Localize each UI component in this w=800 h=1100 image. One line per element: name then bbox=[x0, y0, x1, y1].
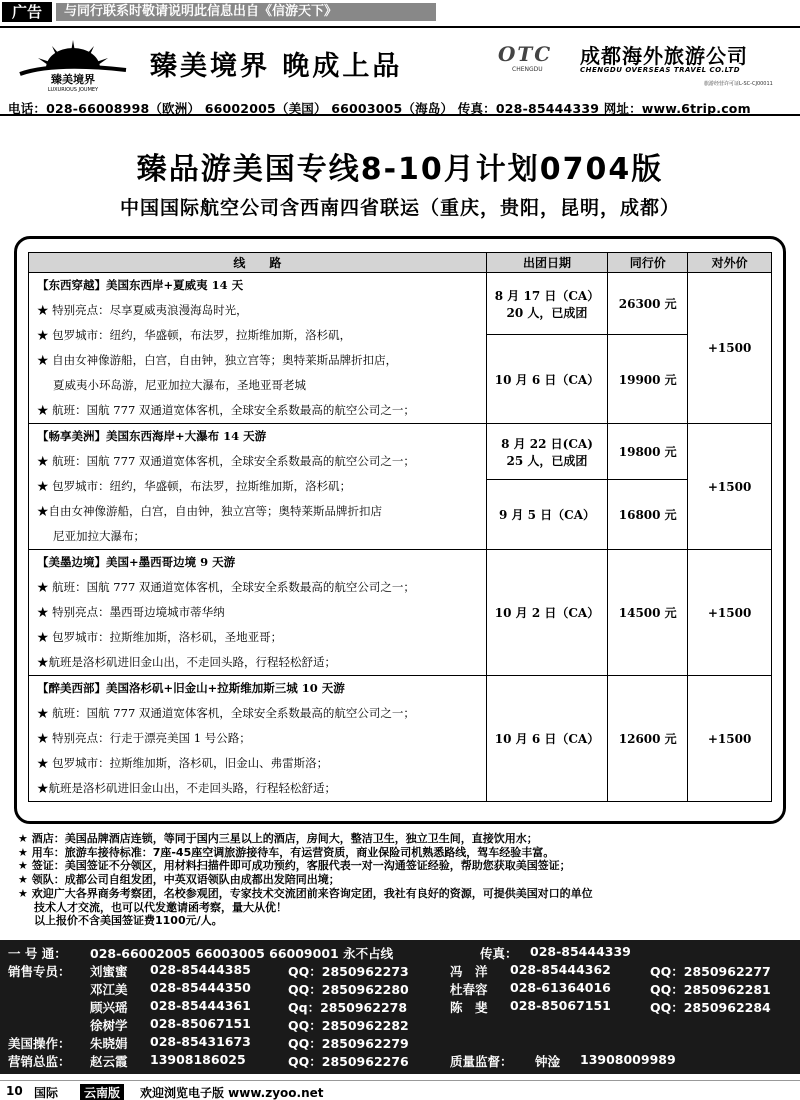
note-hotel: ★ 酒店：美国品牌酒店连锁，等同于国内三星以上的酒店，房间大，整洁卫生，独立卫生间，直接饮用水； bbox=[18, 832, 538, 845]
service-notes bbox=[18, 832, 788, 928]
table-row bbox=[29, 550, 772, 676]
departure-date: 10 月 2 日（CA） bbox=[486, 550, 608, 676]
public-price: +1500 bbox=[688, 273, 772, 424]
contact-row bbox=[0, 962, 800, 978]
note-visa-fee: 以上报价不含美国签证费1100元/人。 bbox=[34, 914, 223, 928]
departure-date: 10 月 6 日（CA） bbox=[486, 676, 608, 802]
contact-line: 电话：028-66008998（欧洲） 66002005（美国） 66003005（海岛） 传真：028-85444339 网址：www.6trip.com bbox=[8, 101, 751, 116]
page-subtitle: 中国国际航空公司含西南四省联运（重庆，贵阳，昆明，成都） bbox=[119, 197, 680, 219]
route-line: ★航班是洛杉矶进旧金山出，不走回头路，行程轻松舒适； bbox=[37, 781, 336, 795]
route-line: ★ 包罗城市：拉斯维加斯，洛杉矶，旧金山、弗雷斯洛； bbox=[37, 756, 329, 770]
logo-text: 臻美境界 bbox=[51, 73, 95, 86]
note-business-cont: 技术人才交流，也可以代发邀请函考察，量大从优！ bbox=[34, 900, 287, 914]
contact-row bbox=[0, 1016, 800, 1032]
qa-name: 钟淦 bbox=[535, 1054, 561, 1069]
contact-name: 陈 斐 bbox=[450, 1000, 488, 1015]
qa-phone: 13908009989 bbox=[580, 1052, 676, 1067]
contact-phone: 028-61364016 bbox=[510, 980, 611, 995]
sunrise-logo-icon bbox=[14, 34, 132, 92]
public-price: +1500 bbox=[688, 676, 772, 802]
route-line: ★ 自由女神像游船，白宫，自由钟，独立宫等；奥特莱斯品牌折扣店， bbox=[37, 353, 398, 367]
contact-name: 冯 洋 bbox=[450, 964, 488, 979]
route-line: 夏威夷小环岛游，尼亚加拉大瀑布，圣地亚哥老城 bbox=[53, 378, 306, 392]
col-header-trade-price: 同行价 bbox=[608, 253, 688, 273]
route-line: ★航班是洛杉矶进旧金山出，不走回头路，行程轻松舒适； bbox=[37, 655, 336, 669]
page-title: 臻品游美国专线8-10月计划0704版 bbox=[136, 152, 664, 187]
contact-qq: Qq：2850962278 bbox=[288, 1000, 408, 1015]
route-line: ★ 航班：国航 777 双通道宽体客机，全球安全系数最高的航空公司之一； bbox=[37, 706, 415, 720]
note-tour-leader: ★ 领队：成都公司自组发团，中英双语领队由成都出发陪同出境； bbox=[18, 873, 340, 887]
footer-section: 国际 bbox=[34, 1086, 59, 1100]
sales-label: 销售专员： bbox=[8, 964, 71, 979]
contact-row bbox=[0, 980, 800, 996]
director-name: 赵云霞 bbox=[90, 1054, 128, 1069]
director-label: 营销总监： bbox=[8, 1054, 71, 1069]
route-line: ★ 特别亮点：墨西哥边境城市蒂华纳 bbox=[37, 605, 225, 619]
contact-qq: QQ：2850962277 bbox=[650, 964, 771, 979]
source-notice: 与同行联系时敬请说明此信息出自《信游天下》 bbox=[56, 3, 436, 21]
contact-qq: QQ：2850962280 bbox=[288, 982, 409, 997]
route-line: 尼亚加拉大瀑布； bbox=[53, 529, 145, 543]
route-line: ★ 航班：国航 777 双通道宽体客机，全球安全系数最高的航空公司之一； bbox=[37, 403, 415, 417]
footer-slogan: 欢迎浏览电子版 www.zyoo.net bbox=[140, 1086, 324, 1100]
footer-edition: 云南版 bbox=[80, 1084, 124, 1100]
route-title: 【美墨边境】美国+墨西哥边境 9 天游 bbox=[37, 555, 236, 569]
contact-name: 杜春容 bbox=[450, 982, 488, 997]
top-strip bbox=[0, 0, 800, 24]
ops-phone: 028-85431673 bbox=[150, 1034, 251, 1049]
departure-date: 9 月 5 日（CA） bbox=[486, 480, 608, 550]
departure-date: 8 月 22 日(CA) 25 人，已成团 bbox=[486, 424, 608, 480]
page-number: 10 bbox=[6, 1084, 23, 1098]
contact-phone: 028-85444361 bbox=[150, 998, 251, 1013]
director-row bbox=[0, 1052, 800, 1068]
hotline-numbers: 028-66002005 66003005 66009001 永不占线 bbox=[90, 946, 394, 961]
route-title: 【畅享美洲】美国东西海岸+大瀑布 14 天游 bbox=[37, 429, 267, 443]
note-visa: ★ 签证：美国签证不分领区，用材料扫描件即可成功预约，客服代表一对一沟通签证经验，帮助您获取美国签证； bbox=[18, 859, 571, 873]
table-row bbox=[29, 273, 772, 335]
route-line: ★自由女神像游船，白宫，自由钟，独立宫等；奥特莱斯品牌折扣店 bbox=[37, 504, 382, 518]
fax-label: 传真： bbox=[480, 946, 518, 961]
note-business: ★ 欢迎广大各界商务考察团，名校参观团，专家技术交流团前来咨询定团，我社有良好的资源，可提供美国对口的单位 bbox=[18, 886, 593, 900]
fax-number: 028-85444339 bbox=[530, 944, 631, 959]
route-line: ★ 航班：国航 777 双通道宽体客机，全球安全系数最高的航空公司之一； bbox=[37, 580, 415, 594]
contact-qq: QQ：2850962284 bbox=[650, 1000, 771, 1015]
ops-row bbox=[0, 1034, 800, 1050]
route-cell bbox=[29, 550, 487, 676]
route-cell bbox=[29, 424, 487, 550]
contact-row bbox=[0, 998, 800, 1014]
route-title: 【醉美西部】美国洛杉矶+旧金山+拉斯维加斯三城 10 天游 bbox=[37, 681, 345, 695]
ops-label: 美国操作： bbox=[8, 1036, 71, 1051]
director-phone: 13908186025 bbox=[150, 1052, 246, 1067]
route-line: ★ 航班：国航 777 双通道宽体客机，全球安全系数最高的航空公司之一； bbox=[37, 454, 415, 468]
table-header-row bbox=[29, 253, 772, 273]
table-row bbox=[29, 424, 772, 480]
contact-name: 顾兴瑶 bbox=[90, 1000, 128, 1015]
col-header-route: 线 路 bbox=[29, 253, 487, 273]
contact-qq: QQ：2850962273 bbox=[288, 964, 409, 979]
public-price: +1500 bbox=[688, 550, 772, 676]
trade-price: 12600 元 bbox=[608, 676, 688, 802]
route-line: ★ 包罗城市：纽约，华盛顿，布法罗，拉斯维加斯，洛杉矶； bbox=[37, 479, 352, 493]
hotline-label: 一 号 通： bbox=[8, 946, 67, 961]
trade-price: 14500 元 bbox=[608, 550, 688, 676]
sales-contacts bbox=[0, 940, 800, 1074]
route-line: ★ 特别亮点：行走于漂亮美国 1 号公路； bbox=[37, 731, 251, 745]
ops-name: 朱晓娟 bbox=[90, 1036, 128, 1051]
contact-name: 徐树学 bbox=[90, 1018, 128, 1033]
agency-header bbox=[0, 26, 800, 116]
public-price: +1500 bbox=[688, 424, 772, 550]
route-line: ★ 包罗城市：拉斯维加斯，洛杉矶，圣地亚哥； bbox=[37, 630, 283, 644]
otc-logo: OTC bbox=[498, 42, 553, 66]
contact-qq: QQ：2850962282 bbox=[288, 1018, 409, 1033]
ops-qq: QQ：2850962279 bbox=[288, 1036, 409, 1051]
trade-price: 19800 元 bbox=[608, 424, 688, 480]
col-header-public-price: 对外价 bbox=[688, 253, 772, 273]
col-header-date: 出团日期 bbox=[486, 253, 608, 273]
departure-date: 10 月 6 日（CA） bbox=[486, 335, 608, 424]
trade-price: 19900 元 bbox=[608, 335, 688, 424]
itinerary-table bbox=[28, 252, 772, 802]
qa-label: 质量监督： bbox=[450, 1054, 513, 1069]
slogan: 臻美境界 晚成上品 bbox=[150, 51, 403, 82]
contact-name: 邓江美 bbox=[90, 982, 128, 997]
director-qq: QQ：2850962276 bbox=[288, 1054, 409, 1069]
agency-brand bbox=[492, 38, 797, 98]
route-cell bbox=[29, 273, 487, 424]
otc-sub: CHENGDU bbox=[512, 66, 543, 73]
route-cell bbox=[29, 676, 487, 802]
agency-name-en: CHENGDU OVERSEAS TRAVEL CO.LTD bbox=[580, 66, 741, 74]
agency-name-cn: 成都海外旅游公司 bbox=[580, 44, 748, 68]
departure-date: 8 月 17 日（CA） 20 人，已成团 bbox=[486, 273, 608, 335]
table-row bbox=[29, 676, 772, 802]
route-line: ★ 包罗城市：纽约，华盛顿，布法罗，拉斯维加斯，洛杉矶， bbox=[37, 328, 352, 342]
route-line: ★ 特别亮点：尽享夏威夷浪漫海岛时光， bbox=[37, 303, 248, 317]
page-footer bbox=[0, 1080, 800, 1100]
contact-qq: QQ：2850962281 bbox=[650, 982, 771, 997]
route-title: 【东西穿越】美国东西岸+夏威夷 14 天 bbox=[37, 278, 244, 292]
ad-label: 广告 bbox=[2, 2, 52, 22]
agency-license: 旅游经营许可证L-SC-CJ00011 bbox=[704, 81, 773, 87]
contact-phone: 028-85444362 bbox=[510, 962, 611, 977]
hotline-row bbox=[0, 944, 800, 960]
contact-phone: 028-85067151 bbox=[510, 998, 611, 1013]
trade-price: 16800 元 bbox=[608, 480, 688, 550]
contact-phone: 028-85444350 bbox=[150, 980, 251, 995]
contact-name: 刘蜜蜜 bbox=[90, 964, 128, 979]
contact-phone: 028-85067151 bbox=[150, 1016, 251, 1031]
logo-tagline: LUXURIOUS JOUMEY bbox=[47, 87, 99, 92]
trade-price: 26300 元 bbox=[608, 273, 688, 335]
note-vehicle: ★ 用车：旅游车接待标准：7座-45座空调旅游接待车，有运营资质，商业保险司机熟悉路线，驾车经验丰富。 bbox=[18, 845, 555, 859]
contact-phone: 028-85444385 bbox=[150, 962, 251, 977]
